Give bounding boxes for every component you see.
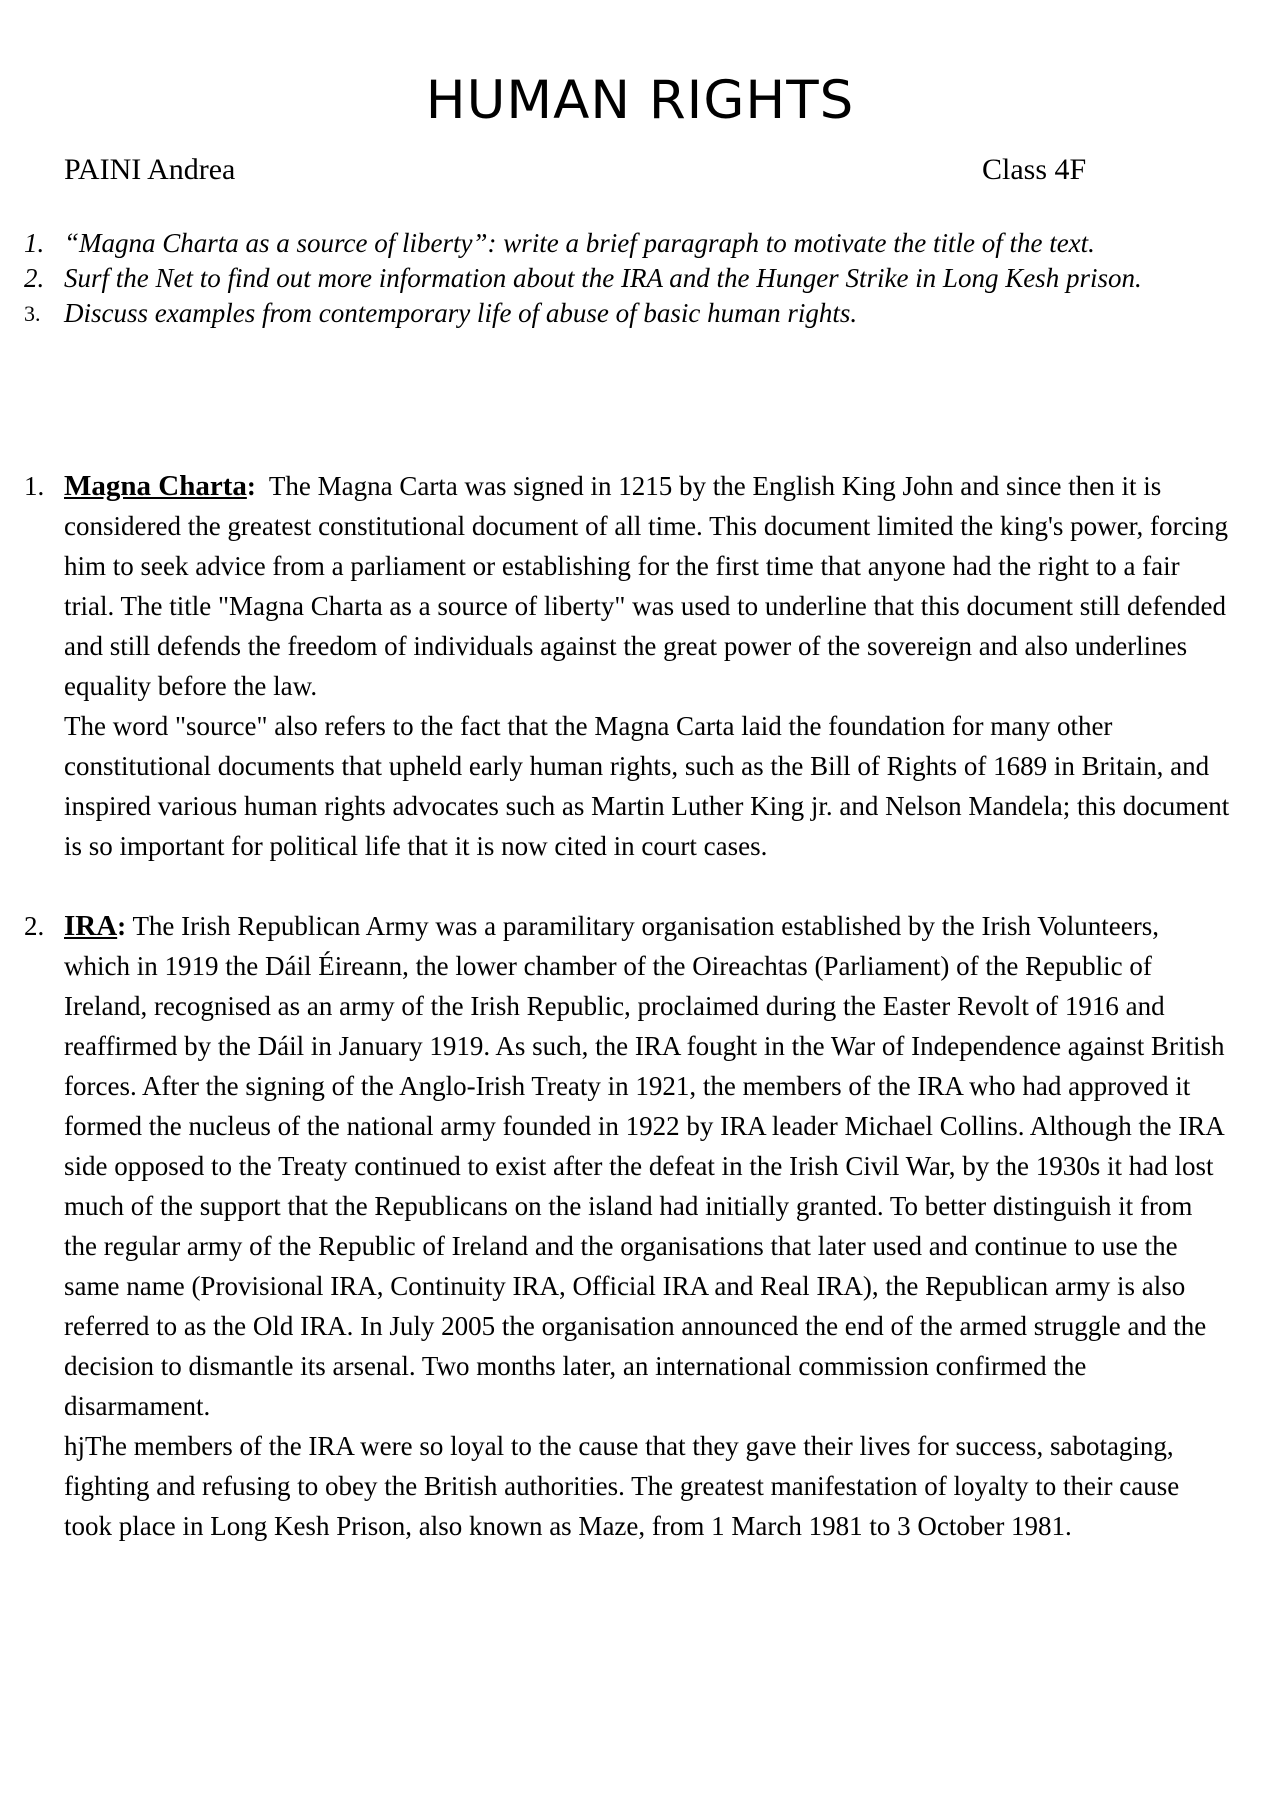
question-number: 3. xyxy=(24,301,41,326)
questions-list xyxy=(0,226,1230,331)
section-gap xyxy=(0,866,1230,906)
question-text: “Magna Charta as a source of liberty”: write a brief paragraph to motivate the title of the text. xyxy=(64,228,1095,258)
question-number: 2. xyxy=(24,263,45,293)
answer-item-ira xyxy=(0,906,1230,1546)
answer-heading: IRA xyxy=(64,910,118,942)
question-item xyxy=(0,226,1230,261)
question-text: Surf the Net to find out more information about the IRA and the Hunger Strike in Long Kesh prison. xyxy=(64,263,1142,293)
answer-number: 2. xyxy=(24,911,45,941)
answer-text: The Magna Carta was signed in 1215 by the English King John and since then it is considered the greatest constitutional document of all time. This document limited the king's power, forcing him to seek advice from a parliament or establishing for the first time that anyone had the right to a fair trial. The title "Magna Charta as a source of liberty" was used to underline that this document still defended and still defends the freedom of individuals against the great power of the sovereign and also underlines equality before the law. xyxy=(64,471,1229,701)
question-item xyxy=(0,296,1230,331)
answer-heading-colon: : xyxy=(117,911,127,941)
class-label: Class 4F xyxy=(982,153,1087,186)
question-item xyxy=(0,261,1230,296)
question-text: Discuss examples from contemporary life of abuse of basic human rights. xyxy=(64,298,858,328)
answer-text: The Irish Republican Army was a paramilitary organisation established by the Irish Volunteers, which in 1919 the Dáil Éireann, the lower chamber of the Oireachtas (Parliament) of the Republic of Ireland, recognised as an army of the Irish Republic, proclaimed during the Easter Revolt of 1916 and reaffirmed by the Dáil in January 1919. As such, the IRA fought in the War of Independence against British forces. After the signing of the Anglo-Irish Treaty in 1921, the members of the IRA who had approved it formed the nucleus of the national army founded in 1922 by IRA leader Michael Collins. Although the IRA side opposed to the Treaty continued to exist after the defeat in the Irish Civil War, by the 1930s it had lost much of the support that the Republicans on the island had initially granted. To better distinguish it from the regular army of the Republic of Ireland and the organisations that later used and continue to use the same name (Provisional IRA, Continuity IRA, Official IRA and Real IRA), the Republican army is also referred to as the Old IRA. In July 2005 the organisation announced the end of the armed struggle and the decision to dismantle its arsenal. Two months later, an international commission confirmed the disarmament. xyxy=(64,911,1225,1421)
answer-item-magna-charta xyxy=(0,466,1230,866)
answer-heading: Magna Charta xyxy=(64,470,247,502)
answer-paragraph xyxy=(64,466,1230,706)
question-number: 1. xyxy=(24,228,45,258)
answer-paragraph xyxy=(64,906,1230,1426)
page-title: HUMAN RIGHTS xyxy=(425,70,855,131)
answers-list xyxy=(0,466,1230,1546)
author-name: PAINI Andrea xyxy=(64,153,236,186)
answer-number: 1. xyxy=(24,471,45,501)
answer-heading-colon: : xyxy=(246,471,256,501)
answer-paragraph: The word "source" also refers to the fact that the Magna Carta laid the foundation for many other constitutional documents that upheld early human rights, such as the Bill of Rights of 1689 in Britain, and inspired various human rights advocates such as Martin Luther King jr. and Nelson Mandela; this document is so important for political life that it is now cited in court cases. xyxy=(64,711,1230,861)
answer-paragraph: hjThe members of the IRA were so loyal to the cause that they gave their lives for success, sabotaging, fighting and refusing to obey the British authorities. The greatest manifestation of loyalty to their cause took place in Long Kesh Prison, also known as Maze, from 1 March 1981 to 3 October 1981. xyxy=(64,1431,1180,1541)
